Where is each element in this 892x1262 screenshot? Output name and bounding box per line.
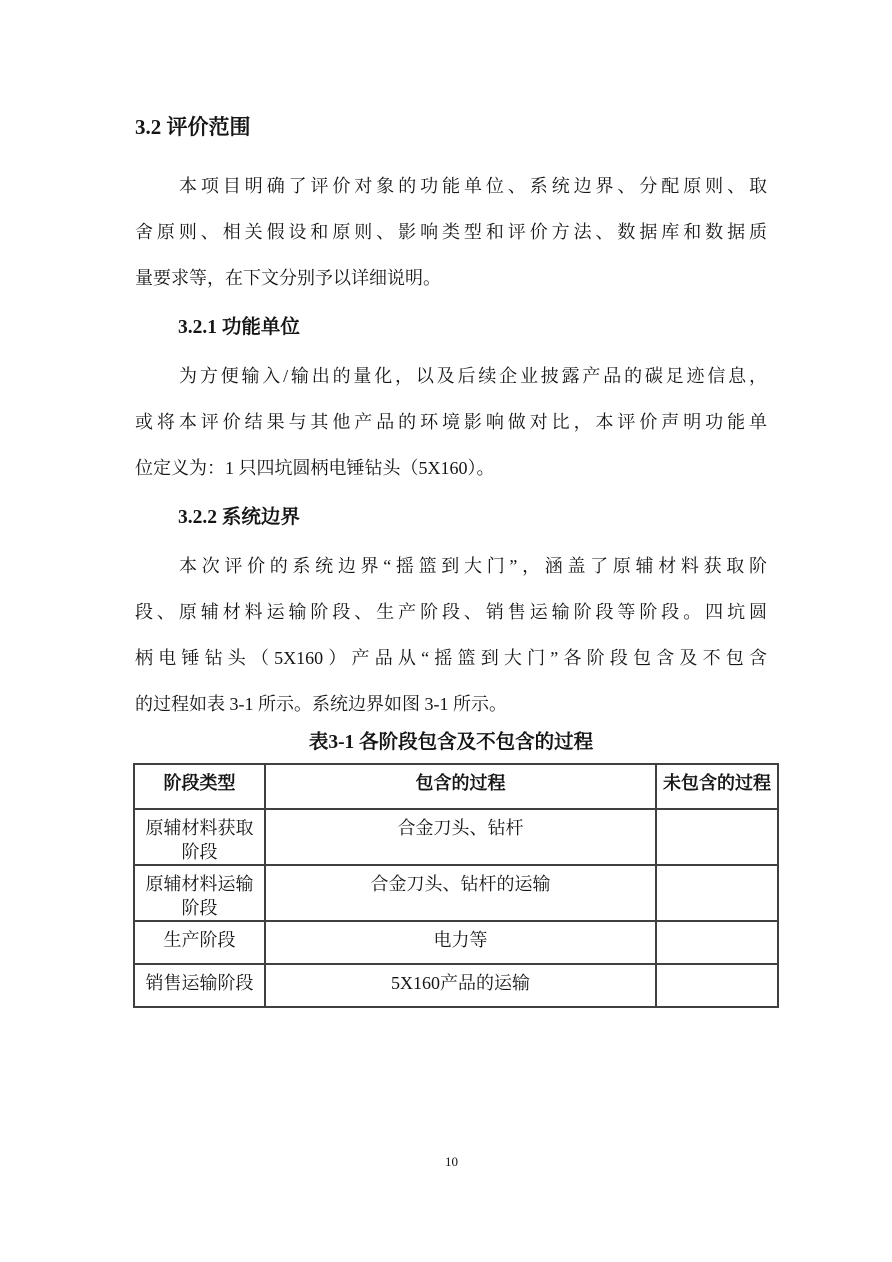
table-cell: 电力等: [265, 921, 656, 964]
table-cell: [656, 964, 778, 1007]
table-caption: 表3-1 各阶段包含及不包含的过程: [308, 732, 594, 753]
table-header-included-processes: 包含的过程: [265, 764, 656, 809]
paragraph-line: 量要求等，在下文分别予以详细说明。: [135, 268, 441, 288]
paragraph-3-2-2: [135, 543, 767, 727]
paragraph-line: 或将本评价结果与其他产品的环境影响做对比，本评价声明功能单: [135, 412, 767, 432]
table-cell: 生产阶段: [134, 921, 265, 964]
table-header-stage-type: 阶段类型: [134, 764, 265, 809]
table-row: [134, 865, 778, 921]
page-number: 10: [445, 1154, 458, 1169]
section-heading-3-2: 3.2 评价范围: [135, 115, 251, 139]
stages-table: [133, 763, 779, 1008]
paragraph-line: 本项目明确了评价对象的功能单位、系统边界、分配原则、取: [179, 176, 767, 196]
table-row: [134, 921, 778, 964]
table-header-excluded-processes: 未包含的过程: [656, 764, 778, 809]
paragraph-line: 位定义为：1 只四坑圆柄电锤钻头（5X160）。: [135, 458, 495, 478]
paragraph-3-2-1: [135, 353, 767, 491]
paragraph-3-2: [135, 163, 767, 301]
table-cell: 5X160产品的运输: [265, 964, 656, 1007]
paragraph-line: 柄电锤钻头（5X160）产品从“摇篮到大门”各阶段包含及不包含: [135, 648, 767, 668]
paragraph-line: 段、原辅材料运输阶段、生产阶段、销售运输阶段等阶段。四坑圆: [135, 602, 767, 622]
section-heading-3-2-2: 3.2.2 系统边界: [178, 507, 300, 528]
table-header-row: [134, 764, 778, 809]
table-cell: [656, 921, 778, 964]
table-cell: [656, 809, 778, 865]
paragraph-line: 为方便输入/输出的量化，以及后续企业披露产品的碳足迹信息，: [179, 366, 767, 386]
page-content: [135, 0, 771, 1008]
table-cell: 原辅材料获取阶段: [134, 809, 265, 865]
section-heading-3-2-1: 3.2.1 功能单位: [178, 317, 300, 338]
table-cell: 原辅材料运输阶段: [134, 865, 265, 921]
table-cell: 销售运输阶段: [134, 964, 265, 1007]
table-cell: [656, 865, 778, 921]
table-cell: 合金刀头、钻杆: [265, 809, 656, 865]
paragraph-line: 本次评价的系统边界“摇篮到大门”，涵盖了原辅材料获取阶: [179, 556, 767, 576]
table-row: [134, 809, 778, 865]
table-cell: 合金刀头、钻杆的运输: [265, 865, 656, 921]
paragraph-line: 的过程如表 3-1 所示。系统边界如图 3-1 所示。: [135, 694, 507, 714]
paragraph-line: 舍原则、相关假设和原则、影响类型和评价方法、数据库和数据质: [135, 222, 767, 242]
table-row: [134, 964, 778, 1007]
